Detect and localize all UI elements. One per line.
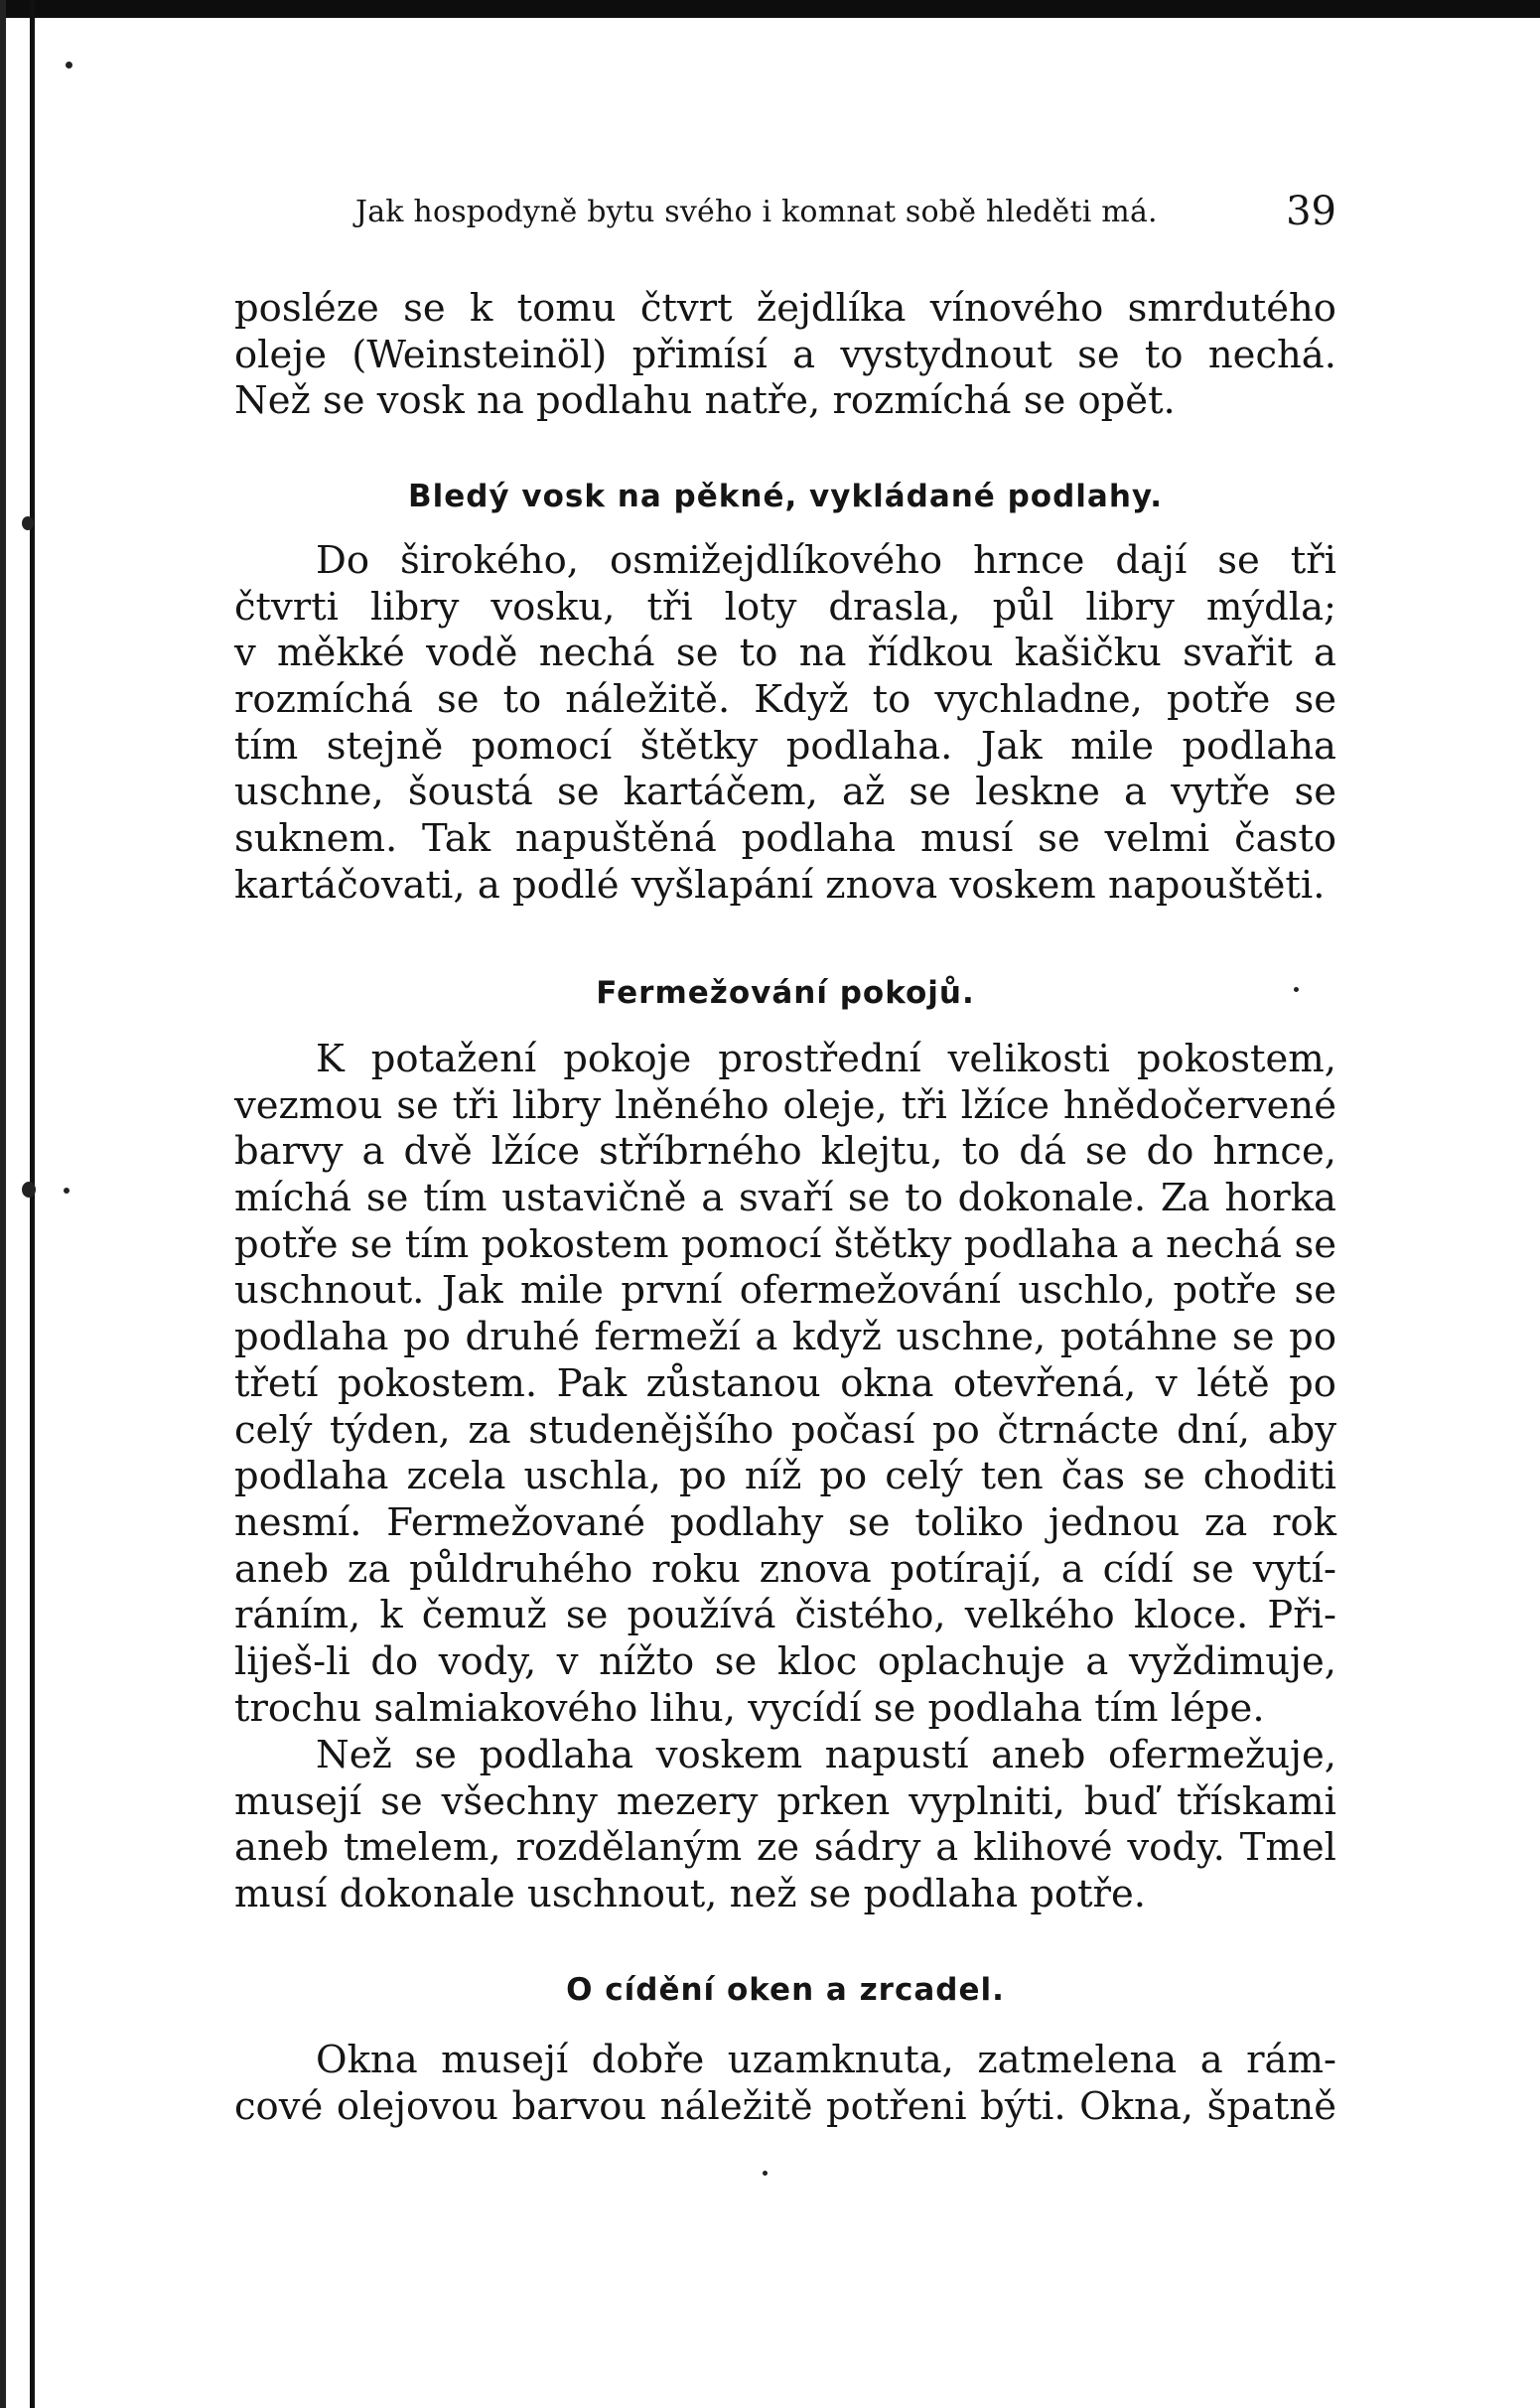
intro-paragraph — [234, 286, 1336, 425]
text-line: cové olejovou barvou náležitě potřeni býti. Okna, špatně — [234, 2083, 1336, 2129]
text-line: rozmíchá se to náležitě. Když to vychladne, potře se — [234, 677, 1336, 723]
text-line: Okna musejí dobře uzamknuta, zatmelena a rám- — [316, 2038, 1336, 2082]
page-number: 39 — [1286, 189, 1336, 234]
text-line: míchá se tím ustavičně a svaří se to dokonale. Za horka — [234, 1176, 1336, 1221]
text-line: posléze se k tomu čtvrt žejdlíka vínového smrdutého — [234, 286, 1336, 331]
text-line: třetí pokostem. Pak zůstanou okna otevřená, v létě po — [234, 1360, 1336, 1406]
pale-wax-paragraph — [234, 538, 1336, 910]
text-line: suknem. Tak napuštěná podlaha musí se velmi často — [234, 816, 1336, 862]
varnishing-paragraph-2 — [234, 1733, 1336, 1918]
text-line: Než se podlaha voskem napustí aneb ofermežuje, — [316, 1733, 1336, 1777]
text-line: čtvrti libry vosku, tři loty drasla, půl libry mýdla; — [234, 584, 1336, 630]
text-line: potře se tím pokostem pomocí štětky podlaha a nechá se — [234, 1221, 1336, 1267]
section-heading-pale-wax: Bledý vosk na pěkné, vykládané podlahy. — [407, 479, 1164, 514]
text-line: nesmí. Fermežované podlahy se toliko jednou za rok — [234, 1499, 1336, 1545]
text-line: ráním, k čemuž se používá čistého, velkého kloce. Při- — [234, 1593, 1336, 1638]
text-line: vezmou se tři libry lněného oleje, tři lžíce hnědočervené — [234, 1082, 1336, 1128]
text-line: celý týden, za studenějšího počasí po čtrnácte dní, aby — [234, 1407, 1336, 1453]
text-line: tím stejně pomocí štětky podlaha. Jak mile podlaha — [234, 723, 1336, 769]
text-line: aneb tmelem, rozdělaným ze sádry a klihové vody. Tmel — [234, 1825, 1336, 1871]
text-line: aneb za půldruhého roku znova potírají, a cídí se vytí- — [234, 1546, 1336, 1592]
text-line: Do širokého, osmižejdlíkového hrnce dají se tři — [316, 538, 1336, 583]
text-line: Než se vosk na podlahu natře, rozmíchá se opět. — [234, 378, 1176, 424]
text-line: liješ-li do vody, v nížto se kloc oplachuje a vyždimuje, — [234, 1638, 1336, 1684]
text-line: uschnout. Jak mile první ofermežování uschlo, potře se — [234, 1268, 1336, 1314]
text-line: musí dokonale uschnout, než se podlaha potře. — [234, 1872, 1146, 1917]
text-line: barvy a dvě lžíce stříbrného klejtu, to dá se do hrnce, — [234, 1129, 1336, 1175]
text-line: podlaha po druhé fermeží a když uschne, potáhne se po — [234, 1315, 1336, 1360]
text-line: oleje (Weinsteinöl) přimísí a vystydnout se to nechá. — [234, 332, 1336, 377]
text-line: uschne, šoustá se kartáčem, až se leskne a vytře se — [234, 770, 1336, 815]
text-line: musejí se všechny mezery prken vyplniti, buď třískami — [234, 1778, 1336, 1824]
windows-paragraph — [234, 2038, 1336, 2130]
text-line: podlaha zcela uschla, po níž po celý ten čas se choditi — [234, 1454, 1336, 1499]
varnishing-paragraph-1 — [234, 1037, 1336, 1732]
section-heading-windows: O cídění oken a zrcadel. — [566, 1972, 1005, 2008]
text-line: v měkké vodě nechá se to na řídkou kašičku svařit a — [234, 631, 1336, 676]
text-line: trochu salmiakového lihu, vycídí se podlaha tím lépe. — [234, 1685, 1265, 1731]
text-line: K potažení pokoje prostřední velikosti pokostem, — [316, 1037, 1336, 1081]
running-title: Jak hospodyně bytu svého i komnat sobě hleděti má. — [355, 195, 1158, 229]
running-head — [234, 189, 1336, 248]
section-heading-varnishing: Fermežování pokojů. — [596, 975, 975, 1011]
text-line: kartáčovati, a podlé vyšlapání znova voskem napouštěti. — [234, 862, 1326, 908]
